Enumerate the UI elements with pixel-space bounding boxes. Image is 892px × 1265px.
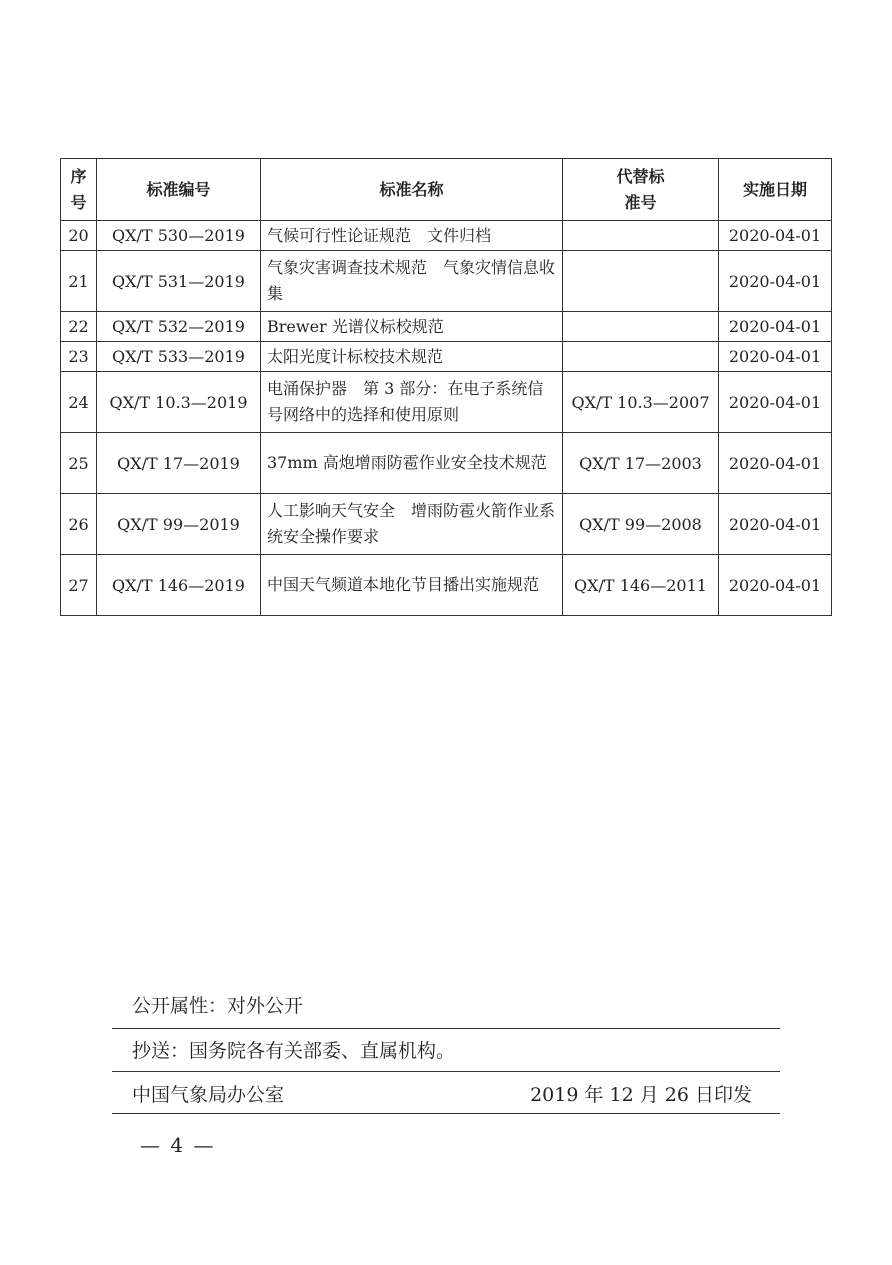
cell-replace — [563, 312, 719, 342]
table-row — [61, 312, 832, 342]
table-row — [61, 494, 832, 555]
cell-replace: QX/T 10.3—2007 — [563, 372, 719, 433]
cc-text: 抄送：国务院各有关部委、直属机构。 — [132, 1040, 456, 1062]
cell-seq: 27 — [61, 555, 97, 616]
table-row — [61, 433, 832, 494]
header-name: 标准名称 — [261, 159, 563, 221]
header-date: 实施日期 — [719, 159, 832, 221]
cell-code: QX/T 17—2019 — [97, 433, 261, 494]
disclosure-text: 公开属性：对外公开 — [132, 995, 304, 1017]
cell-replace — [563, 221, 719, 251]
table-row — [61, 372, 832, 433]
cell-name: 中国天气频道本地化节目播出实施规范 — [261, 555, 563, 616]
disclosure-line — [112, 991, 780, 1028]
table-row — [61, 251, 832, 312]
issue-date-text: 2019 年 12 月 26 日印发 — [530, 1084, 752, 1106]
cell-code: QX/T 533—2019 — [97, 342, 261, 372]
cell-code: QX/T 99—2019 — [97, 494, 261, 555]
table-row — [61, 221, 832, 251]
table-row — [61, 342, 832, 372]
cell-seq: 20 — [61, 221, 97, 251]
cell-replace — [563, 251, 719, 312]
table-row — [61, 555, 832, 616]
cell-seq: 22 — [61, 312, 97, 342]
cell-replace: QX/T 146—2011 — [563, 555, 719, 616]
cell-date: 2020-04-01 — [719, 494, 832, 555]
cell-code: QX/T 531—2019 — [97, 251, 261, 312]
cell-code: QX/T 10.3—2019 — [97, 372, 261, 433]
cell-date: 2020-04-01 — [719, 221, 832, 251]
cell-code: QX/T 146—2019 — [97, 555, 261, 616]
page-number: — 4 — — [140, 1133, 216, 1157]
cell-name: Brewer 光谱仪标校规范 — [261, 312, 563, 342]
issuer-text: 中国气象局办公室 — [132, 1084, 285, 1106]
cell-name: 电涌保护器 第 3 部分：在电子系统信号网络中的选择和使用原则 — [261, 372, 563, 433]
header-replace: 代替标准号 — [563, 159, 719, 221]
cell-code: QX/T 530—2019 — [97, 221, 261, 251]
cell-date: 2020-04-01 — [719, 372, 832, 433]
cc-line — [112, 1028, 780, 1071]
cell-name: 气象灾害调查技术规范 气象灾情信息收集 — [261, 251, 563, 312]
table-header-row — [61, 159, 832, 221]
cell-replace — [563, 342, 719, 372]
cell-code: QX/T 532—2019 — [97, 312, 261, 342]
issuer-line — [112, 1071, 780, 1114]
cell-seq: 25 — [61, 433, 97, 494]
cell-replace: QX/T 99—2008 — [563, 494, 719, 555]
header-seq: 序号 — [61, 159, 97, 221]
cell-date: 2020-04-01 — [719, 342, 832, 372]
cell-date: 2020-04-01 — [719, 433, 832, 494]
standards-table — [60, 158, 832, 616]
cell-name: 37mm 高炮增雨防雹作业安全技术规范 — [261, 433, 563, 494]
cell-name: 人工影响天气安全 增雨防雹火箭作业系统安全操作要求 — [261, 494, 563, 555]
cell-replace: QX/T 17—2003 — [563, 433, 719, 494]
header-code: 标准编号 — [97, 159, 261, 221]
cell-name: 气候可行性论证规范 文件归档 — [261, 221, 563, 251]
cell-seq: 23 — [61, 342, 97, 372]
cell-name: 太阳光度计标校技术规范 — [261, 342, 563, 372]
cell-seq: 26 — [61, 494, 97, 555]
cell-date: 2020-04-01 — [719, 251, 832, 312]
cell-date: 2020-04-01 — [719, 555, 832, 616]
cell-date: 2020-04-01 — [719, 312, 832, 342]
cell-seq: 21 — [61, 251, 97, 312]
cell-seq: 24 — [61, 372, 97, 433]
